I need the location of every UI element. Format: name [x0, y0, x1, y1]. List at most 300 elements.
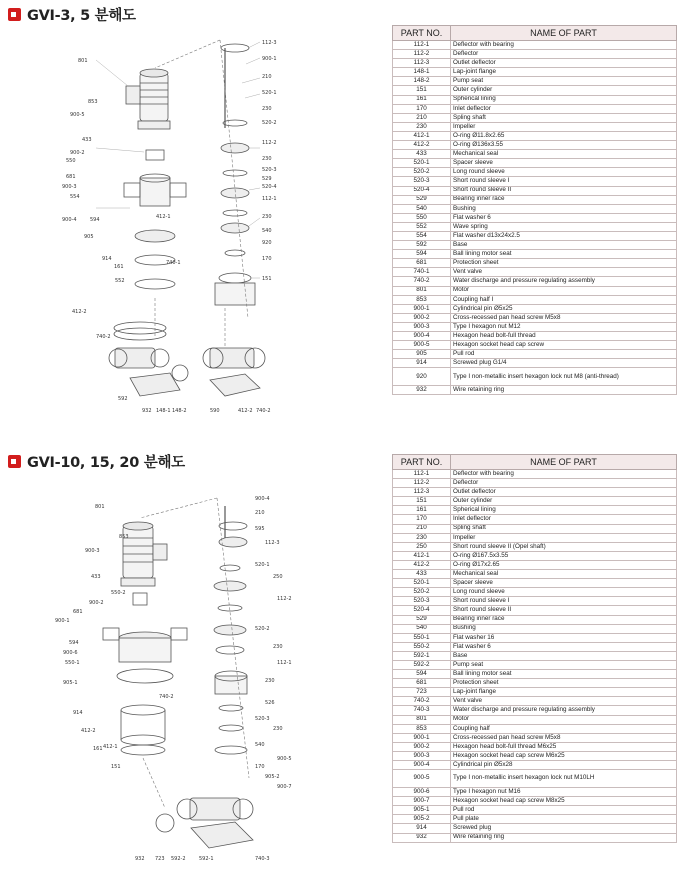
table-row [393, 506, 677, 515]
s2-label-top-7: 520-2 [255, 626, 270, 632]
table-row [393, 104, 677, 113]
section1-title: GVI-3, 5 분해도 [27, 7, 136, 24]
section2-parts-table [392, 454, 677, 843]
part-name-cell: Flat washer 6 [451, 213, 677, 222]
s2-label-top-3: 112-3 [265, 540, 280, 546]
part-number-cell: 592 [393, 241, 451, 250]
part-name-cell: Spacer sleeve [451, 579, 677, 588]
s2-label-top-18: 900-7 [277, 784, 292, 790]
table-row [393, 606, 677, 615]
s1-label-top-14: 920 [262, 240, 272, 246]
part-number-cell: 550-1 [393, 633, 451, 642]
part-number-cell: 151 [393, 497, 451, 506]
part-number-cell: 230 [393, 122, 451, 131]
part-number-cell: 250 [393, 542, 451, 551]
table-row [393, 651, 677, 660]
part-name-cell: Short round sleeve I [451, 597, 677, 606]
part-name-cell: O-ring Ø17x2.65 [451, 560, 677, 569]
col-header-part-no: PART NO. [393, 26, 451, 41]
part-number-cell: 801 [393, 286, 451, 295]
table-row [393, 68, 677, 77]
s1-label-left-3: 433 [82, 137, 92, 143]
table-row [393, 624, 677, 633]
part-number-cell: 520-2 [393, 588, 451, 597]
part-name-cell: Cross-recessed pan head screw M5x8 [451, 733, 677, 742]
table-row [393, 770, 677, 788]
part-name-cell: Long round sleeve [451, 588, 677, 597]
table-row [393, 168, 677, 177]
s1-label-bottom-6: 590 [210, 408, 220, 414]
table-row [393, 332, 677, 341]
table-row [393, 59, 677, 68]
part-number-cell: 520-2 [393, 168, 451, 177]
table-row [393, 50, 677, 59]
part-number-cell: 554 [393, 231, 451, 240]
part-number-cell: 520-4 [393, 606, 451, 615]
s2-label-bottom-3: 592-1 [199, 856, 214, 862]
table-row [393, 41, 677, 50]
s1-label-bottom-3: 932 [142, 408, 152, 414]
part-name-cell: Spling shaft [451, 524, 677, 533]
part-name-cell: Hexagon head bolt-full thread M6x25 [451, 742, 677, 751]
part-number-cell: 905-2 [393, 815, 451, 824]
table-row [393, 542, 677, 551]
part-number-cell: 900-1 [393, 304, 451, 313]
table-row [393, 788, 677, 797]
table-row [393, 222, 677, 231]
part-number-cell: 540 [393, 204, 451, 213]
part-name-cell: Deflector [451, 479, 677, 488]
part-name-cell: Hexagon socket head cap screw [451, 341, 677, 350]
part-number-cell: 529 [393, 195, 451, 204]
s2-label-left-3: 433 [91, 574, 101, 580]
part-name-cell: Ball lining motor seat [451, 250, 677, 259]
part-number-cell: 900-5 [393, 770, 451, 788]
part-number-cell: 552 [393, 222, 451, 231]
s2-label-left-10: 550-1 [65, 660, 80, 666]
s1-label-top-13: 540 [262, 228, 272, 234]
s2-label-left-4: 550-2 [111, 590, 126, 596]
part-number-cell: 853 [393, 724, 451, 733]
table-row [393, 259, 677, 268]
section2-exploded-diagram [55, 478, 305, 873]
table-row [393, 213, 677, 222]
s2-label-top-8: 230 [273, 644, 283, 650]
table-row [393, 177, 677, 186]
table-row [393, 241, 677, 250]
table-row [393, 742, 677, 751]
s1-label-left-14: 161 [114, 264, 124, 270]
table-row [393, 141, 677, 150]
part-number-cell: 801 [393, 715, 451, 724]
s2-label-top-6: 112-2 [277, 596, 292, 602]
arrow-right-icon [8, 455, 21, 468]
part-name-cell: Outlet deflector [451, 59, 677, 68]
table-row [393, 642, 677, 651]
part-name-cell: Flat washer d13x24x2.5 [451, 231, 677, 240]
s2-label-top-5: 250 [273, 574, 283, 580]
s1-label-left-12: 412-1 [156, 214, 171, 220]
part-name-cell: Hexagon socket head cap screw M8x25 [451, 797, 677, 806]
part-number-cell: 148-2 [393, 77, 451, 86]
part-number-cell: 681 [393, 259, 451, 268]
table-row [393, 313, 677, 322]
table-header-row [393, 26, 677, 41]
part-number-cell: 412-1 [393, 131, 451, 140]
table-row [393, 204, 677, 213]
part-number-cell: 412-2 [393, 560, 451, 569]
s2-label-left-0: 801 [95, 504, 105, 510]
part-number-cell: 529 [393, 615, 451, 624]
part-number-cell: 230 [393, 533, 451, 542]
s1-label-left-7: 900-3 [62, 184, 77, 190]
table-row [393, 295, 677, 304]
table-row [393, 341, 677, 350]
part-number-cell: 112-1 [393, 41, 451, 50]
table-row [393, 322, 677, 331]
part-name-cell: Type I non-metallic insert hexagon lock nut M8 (anti-thread) [451, 368, 677, 386]
part-number-cell: 900-2 [393, 313, 451, 322]
part-number-cell: 592-1 [393, 651, 451, 660]
s2-label-left-16: 412-1 [103, 744, 118, 750]
table-row [393, 122, 677, 131]
s2-label-left-5: 681 [73, 609, 83, 615]
s1-label-top-15: 170 [262, 256, 272, 262]
part-number-cell: 412-2 [393, 141, 451, 150]
part-name-cell: Short round sleeve II [451, 186, 677, 195]
s2-label-top-10: 230 [265, 678, 275, 684]
part-number-cell: 905 [393, 350, 451, 359]
part-number-cell: 592-2 [393, 660, 451, 669]
s2-label-top-15: 900-5 [277, 756, 292, 762]
part-name-cell: Type I hexagon nut M12 [451, 322, 677, 331]
s2-label-top-13: 230 [273, 726, 283, 732]
s2-label-left-6: 900-2 [89, 600, 104, 606]
table-row [393, 95, 677, 104]
part-number-cell: 112-1 [393, 470, 451, 479]
table-row [393, 470, 677, 479]
s2-label-top-9: 112-1 [277, 660, 292, 666]
part-number-cell: 914 [393, 824, 451, 833]
s1-label-top-7: 230 [262, 156, 272, 162]
s2-label-top-0: 900-4 [255, 496, 270, 502]
s1-label-left-1: 853 [88, 99, 98, 105]
part-name-cell: Vent valve [451, 697, 677, 706]
part-name-cell: Motor [451, 286, 677, 295]
part-name-cell: Base [451, 241, 677, 250]
part-name-cell: Type I non-metallic insert hexagon lock nut M10LH [451, 770, 677, 788]
s2-label-bottom-1: 723 [155, 856, 165, 862]
s2-label-left-14: 740-2 [159, 694, 174, 700]
part-name-cell: Type I hexagon nut M16 [451, 788, 677, 797]
s1-label-left-8: 554 [70, 194, 80, 200]
part-name-cell: Protection sheet [451, 679, 677, 688]
table-row [393, 733, 677, 742]
part-name-cell: Wire retaining ring [451, 386, 677, 395]
part-name-cell: Impeller [451, 533, 677, 542]
part-number-cell: 161 [393, 95, 451, 104]
table-row [393, 277, 677, 286]
table-row [393, 597, 677, 606]
s2-label-left-11: 905-1 [63, 680, 78, 686]
part-name-cell: Spherical lining [451, 95, 677, 104]
part-name-cell: Cylindrical pin Ø5x28 [451, 761, 677, 770]
s2-label-top-17: 905-2 [265, 774, 280, 780]
part-name-cell: Outlet deflector [451, 488, 677, 497]
part-name-cell: Pump seat [451, 660, 677, 669]
part-number-cell: 520-1 [393, 579, 451, 588]
s1-label-top-8: 520-3 [262, 167, 277, 173]
part-name-cell: Flat washer 16 [451, 633, 677, 642]
part-name-cell: Water discharge and pressure regulating assembly [451, 277, 677, 286]
s1-label-top-11: 112-1 [262, 196, 277, 202]
s1-label-left-0: 801 [78, 58, 88, 64]
table-row [393, 497, 677, 506]
s2-label-top-4: 520-1 [255, 562, 270, 568]
part-number-cell: 900-4 [393, 761, 451, 770]
part-number-cell: 433 [393, 570, 451, 579]
table-row [393, 615, 677, 624]
s1-label-bottom-0: 412-2 [72, 309, 87, 315]
s2-label-top-14: 540 [255, 742, 265, 748]
part-name-cell: Inlet deflector [451, 515, 677, 524]
table-row [393, 797, 677, 806]
s2-label-top-2: 595 [255, 526, 265, 532]
s1-label-left-2: 900-5 [70, 112, 85, 118]
part-name-cell: Wave spring [451, 222, 677, 231]
part-number-cell: 723 [393, 688, 451, 697]
part-number-cell: 520-3 [393, 597, 451, 606]
s2-label-left-12: 914 [73, 710, 83, 716]
part-number-cell: 681 [393, 679, 451, 688]
table-row [393, 633, 677, 642]
part-name-cell: Base [451, 651, 677, 660]
s1-label-left-11: 905 [84, 234, 94, 240]
part-name-cell: Spherical lining [451, 506, 677, 515]
part-number-cell: 740-1 [393, 268, 451, 277]
table-row [393, 815, 677, 824]
part-name-cell: Ball lining motor seat [451, 670, 677, 679]
table-row [393, 706, 677, 715]
part-number-cell: 161 [393, 506, 451, 515]
part-name-cell: O-ring Ø11.8x2.65 [451, 131, 677, 140]
part-number-cell: 900-5 [393, 341, 451, 350]
part-number-cell: 210 [393, 524, 451, 533]
s1-label-bottom-1: 740-2 [96, 334, 111, 340]
table-header-row [393, 455, 677, 470]
part-name-cell: Screwed plug G1/4 [451, 359, 677, 368]
part-number-cell: 112-2 [393, 50, 451, 59]
table-row [393, 131, 677, 140]
part-name-cell: Bushing [451, 204, 677, 213]
table-row [393, 724, 677, 733]
arrow-right-icon [8, 8, 21, 21]
table-row [393, 560, 677, 569]
s2-label-top-16: 170 [255, 764, 265, 770]
part-name-cell: Mechanical seal [451, 150, 677, 159]
s1-label-left-15: 552 [115, 278, 125, 284]
s1-label-top-10: 520-4 [262, 184, 277, 190]
part-number-cell: 900-2 [393, 742, 451, 751]
s1-label-bottom-2: 592 [118, 396, 128, 402]
part-name-cell: Outer cylinder [451, 86, 677, 95]
table-row [393, 386, 677, 395]
part-name-cell: Deflector [451, 50, 677, 59]
part-number-cell: 900-3 [393, 751, 451, 760]
s1-label-top-3: 520-1 [262, 90, 277, 96]
table-row [393, 660, 677, 669]
part-name-cell: Motor [451, 715, 677, 724]
table-row [393, 268, 677, 277]
part-name-cell: Screwed plug [451, 824, 677, 833]
part-number-cell: 112-2 [393, 479, 451, 488]
s2-label-left-2: 900-3 [85, 548, 100, 554]
table-row [393, 806, 677, 815]
part-number-cell: 170 [393, 515, 451, 524]
table-row [393, 833, 677, 842]
section1-heading [8, 4, 136, 24]
table-row [393, 195, 677, 204]
col-header-name-of-part: NAME OF PART [451, 26, 677, 41]
part-name-cell: Short round sleeve II (Opel shaft) [451, 542, 677, 551]
s1-label-bottom-4: 148-1 [156, 408, 171, 414]
table-row [393, 359, 677, 368]
part-number-cell: 151 [393, 86, 451, 95]
part-number-cell: 932 [393, 386, 451, 395]
part-number-cell: 520-1 [393, 159, 451, 168]
part-name-cell: Hexagon head bolt-full thread [451, 332, 677, 341]
s2-label-bottom-2: 592-2 [171, 856, 186, 862]
section2-heading [8, 451, 185, 471]
part-name-cell: Spling shaft [451, 113, 677, 122]
table-row [393, 715, 677, 724]
part-number-cell: 594 [393, 670, 451, 679]
s1-label-top-0: 112-3 [262, 40, 277, 46]
part-name-cell: Lap-joint flange [451, 688, 677, 697]
s2-label-left-1: 853 [119, 534, 129, 540]
s1-label-left-5: 550 [66, 158, 76, 164]
s2-label-top-12: 520-3 [255, 716, 270, 722]
table-row [393, 250, 677, 259]
table-row [393, 579, 677, 588]
part-name-cell: Pull plate [451, 815, 677, 824]
table-row [393, 688, 677, 697]
part-number-cell: 550 [393, 213, 451, 222]
part-name-cell: Long round sleeve [451, 168, 677, 177]
s2-label-left-13: 412-2 [81, 728, 96, 734]
table-row [393, 350, 677, 359]
table-row [393, 304, 677, 313]
part-name-cell: Water discharge and pressure regulating assembly [451, 706, 677, 715]
s1-label-left-10: 594 [90, 217, 100, 223]
s1-label-bottom-7: 412-2 [238, 408, 253, 414]
table-row [393, 533, 677, 542]
s1-label-bottom-5: 148-2 [172, 408, 187, 414]
part-number-cell: 740-2 [393, 277, 451, 286]
col-header-name-of-part: NAME OF PART [451, 455, 677, 470]
table-row [393, 286, 677, 295]
s1-label-left-4: 900-2 [70, 150, 85, 156]
part-name-cell: Deflector with bearing [451, 41, 677, 50]
s1-label-top-9: 529 [262, 176, 272, 182]
s1-label-left-9: 900-4 [62, 217, 77, 223]
s1-label-top-6: 112-2 [262, 140, 277, 146]
table-row [393, 551, 677, 560]
col-header-part-no: PART NO. [393, 455, 451, 470]
table-row [393, 515, 677, 524]
s1-label-top-4: 230 [262, 106, 272, 112]
part-number-cell: 148-1 [393, 68, 451, 77]
s2-label-left-7: 900-1 [55, 618, 70, 624]
s1-label-bottom-8: 740-2 [256, 408, 271, 414]
s1-label-left-16: 740-1 [166, 260, 181, 266]
s2-label-bottom-0: 932 [135, 856, 145, 862]
part-name-cell: O-ring Ø136x3.55 [451, 141, 677, 150]
part-name-cell: Coupling half [451, 724, 677, 733]
table-row [393, 186, 677, 195]
part-number-cell: 112-3 [393, 488, 451, 497]
s2-label-top-11: 526 [265, 700, 275, 706]
part-number-cell: 920 [393, 368, 451, 386]
section2-title: GVI-10, 15, 20 분해도 [27, 454, 185, 471]
table-row [393, 588, 677, 597]
part-name-cell: Coupling half I [451, 295, 677, 304]
part-name-cell: Mechanical seal [451, 570, 677, 579]
table-row [393, 113, 677, 122]
table-row [393, 751, 677, 760]
s2-label-top-1: 210 [255, 510, 265, 516]
s1-label-top-5: 520-2 [262, 120, 277, 126]
part-name-cell: Hexagon socket head cap screw M6x25 [451, 751, 677, 760]
part-number-cell: 210 [393, 113, 451, 122]
section1-exploded-diagram [60, 28, 310, 428]
part-name-cell: Cylindrical pin Ø5x25 [451, 304, 677, 313]
part-number-cell: 905-1 [393, 806, 451, 815]
part-number-cell: 412-1 [393, 551, 451, 560]
part-name-cell: O-ring Ø167.5x3.55 [451, 551, 677, 560]
s2-label-left-15: 161 [93, 746, 103, 752]
part-number-cell: 914 [393, 359, 451, 368]
part-number-cell: 900-6 [393, 788, 451, 797]
part-name-cell: Pull rod [451, 806, 677, 815]
part-number-cell: 112-3 [393, 59, 451, 68]
part-number-cell: 932 [393, 833, 451, 842]
table-row [393, 231, 677, 240]
part-name-cell: Bearing inner race [451, 195, 677, 204]
part-name-cell: Impeller [451, 122, 677, 131]
part-name-cell: Short round sleeve II [451, 606, 677, 615]
part-number-cell: 433 [393, 150, 451, 159]
part-name-cell: Deflector with bearing [451, 470, 677, 479]
part-name-cell: Short round sleeve I [451, 177, 677, 186]
part-name-cell: Inlet deflector [451, 104, 677, 113]
part-number-cell: 520-3 [393, 177, 451, 186]
part-name-cell: Bushing [451, 624, 677, 633]
s1-label-left-13: 914 [102, 256, 112, 262]
s1-label-top-16: 151 [262, 276, 272, 282]
part-number-cell: 853 [393, 295, 451, 304]
table-row [393, 159, 677, 168]
s1-label-top-1: 900-1 [262, 56, 277, 62]
s2-label-left-8: 594 [69, 640, 79, 646]
part-number-cell: 740-3 [393, 706, 451, 715]
part-number-cell: 900-4 [393, 332, 451, 341]
section1-parts-table [392, 25, 677, 395]
part-name-cell: Vent valve [451, 268, 677, 277]
part-name-cell: Bearing inner race [451, 615, 677, 624]
part-number-cell: 594 [393, 250, 451, 259]
s1-label-left-6: 681 [66, 174, 76, 180]
